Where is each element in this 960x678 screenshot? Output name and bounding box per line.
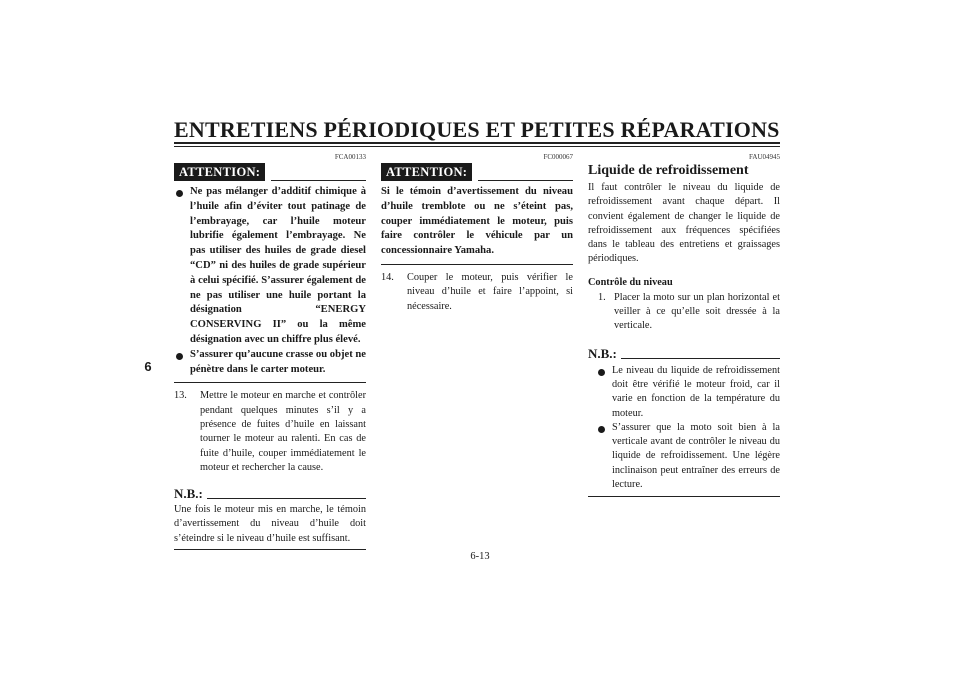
nb-header xyxy=(174,485,366,501)
nb-header xyxy=(588,345,780,361)
chapter-tab: 6 xyxy=(144,359,152,374)
reference-code: FCA00133 xyxy=(334,153,366,161)
nb-rule xyxy=(621,358,780,359)
step-number: 13. xyxy=(174,390,187,402)
attention-end-rule xyxy=(174,382,366,383)
attention-label: ATTENTION: xyxy=(381,163,472,181)
nb-label: N.B.: xyxy=(588,345,617,361)
page-title: ENTRETIENS PÉRIODIQUES ET PETITES RÉPARATIONS xyxy=(174,117,780,142)
step-14 xyxy=(381,271,573,314)
attention-bullet: S’assurer qu’aucune crasse ou objet ne pénètre dans le carter moteur. xyxy=(174,348,366,378)
reference-code: FC000067 xyxy=(543,153,573,161)
step-text: Placer la moto sur un plan horizontal et veiller à ce qu’elle soit dressée à la verticale. xyxy=(614,291,780,332)
section-heading: Liquide de refroidissement xyxy=(588,163,749,178)
nb-bullet: S’assurer que la moto soit bien à la verticale avant de contrôler le niveau du liquide de refroidissement. Une légère inclinaison peut entraîner des erreurs de lecture. xyxy=(596,421,780,492)
nb-end-rule xyxy=(588,496,780,497)
attention-text: Si le témoin d’avertissement du niveau d’huile tremblote ou ne s’éteint pas, couper immédiatement le moteur, puis faire contrôler le véhicule par un concessionnaire Yamaha. xyxy=(381,186,573,257)
step-text: Mettre le moteur en marche et contrôler pendant quelques minutes s’il y a présence de fuites d’huile en laissant tourner le moteur au ralenti. En cas de fuite d’huile, couper immédiatement le moteur et rechercher la cause. xyxy=(200,390,366,473)
subheading: Contrôle du niveau xyxy=(588,276,673,288)
nb-rule xyxy=(207,498,366,499)
nb-bullet-list xyxy=(588,364,780,493)
attention-rule xyxy=(271,180,366,181)
attention-header xyxy=(381,161,573,181)
nb-end-rule xyxy=(174,549,366,550)
step-number: 1. xyxy=(598,291,606,303)
column-left xyxy=(174,153,366,550)
intro-paragraph: Il faut contrôler le niveau du liquide de refroidissement avant chaque départ. Il convient également de changer le liquide de refroidissement aux fréquences spécifiées dans le tableau des entretiens et graissages périodiques. xyxy=(588,182,780,265)
nb-text: Une fois le moteur mis en marche, le témoin d’avertissement du niveau d’huile doit s’éteindre si le niveau d’huile est suffisant. xyxy=(174,504,366,544)
attention-label: ATTENTION: xyxy=(174,163,265,181)
step-number: 14. xyxy=(381,271,394,283)
attention-bullet: Ne pas mélanger d’additif chimique à l’huile afin d’éviter tout patinage de l’embrayage, car l’huile moteur lubrifie également l’embrayage. Ne pas utiliser des huiles de grade diesel “CD” ni des huiles de grade supérieur à celui spécifié. S’assurer également de ne pas utiliser une huile portant la désignation “ENERGY CONSERVING II” ou la même désignation avec un chiffre plus élevé. xyxy=(174,185,366,348)
column-middle xyxy=(381,153,573,314)
nb-label: N.B.: xyxy=(174,486,203,502)
nb-bullet: Le niveau du liquide de refroidissement doit être vérifié le moteur froid, car il varie en fonction de la température du moteur. xyxy=(596,364,780,421)
attention-rule xyxy=(478,180,573,181)
step-1 xyxy=(588,291,780,334)
step-13 xyxy=(174,389,366,475)
page-number: 6-13 xyxy=(470,551,490,562)
title-underline xyxy=(174,142,780,144)
reference-code: FAU04945 xyxy=(749,153,780,161)
column-right xyxy=(588,153,780,497)
attention-bullet-list xyxy=(174,185,366,377)
attention-header xyxy=(174,161,366,181)
title-underline-thin xyxy=(174,146,780,147)
step-text: Couper le moteur, puis vérifier le niveau d’huile et faire l’appoint, si nécessaire. xyxy=(407,271,573,312)
attention-end-rule xyxy=(381,264,573,265)
